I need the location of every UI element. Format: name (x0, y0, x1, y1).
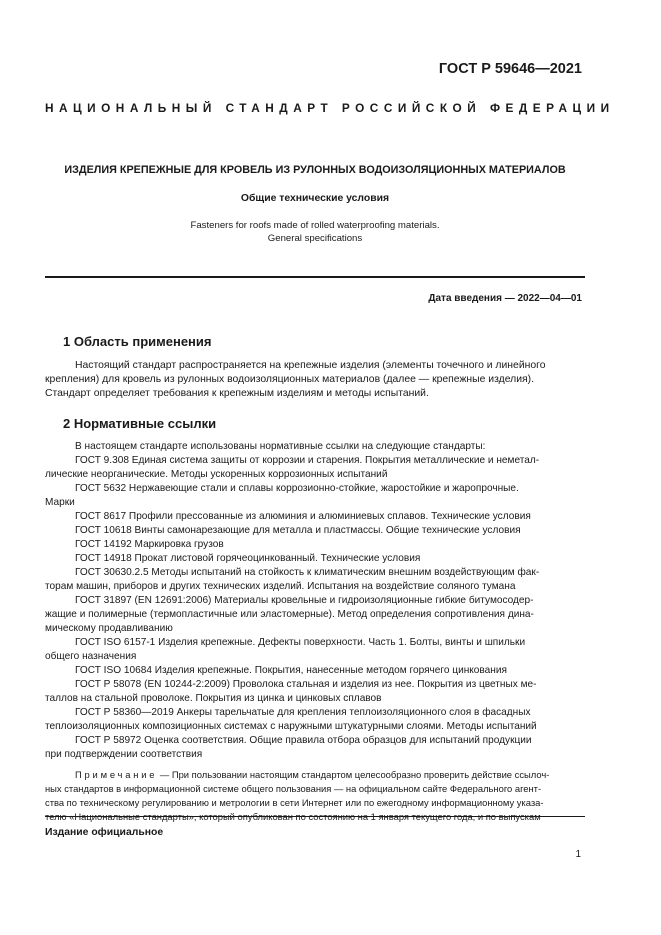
section-1-line: Настоящий стандарт распространяется на крепежные изделия (элементы точечного и линейного (75, 360, 546, 371)
section-1-line: крепления) для кровель из рулонных водоизоляционных материалов (далее — крепежные изделия). (45, 374, 534, 385)
note-line: ства по техническому регулированию и метрологии в сети Интернет или по ежегодному информационному указа- (45, 797, 544, 808)
document-subtitle: Общие технические условия (240, 193, 390, 204)
reference-line: ГОСТ 8617 Профили прессованные из алюминия и алюминиевых сплавов. Технические условия (75, 511, 531, 522)
reference-line: лические неорганические. Методы ускоренных коррозионных испытаний (45, 469, 388, 480)
reference-line: ГОСТ 9.308 Единая система защиты от коррозии и старения. Покрытия металлические и неметал- (75, 455, 540, 466)
section-1-line: Стандарт определяет требования к крепежным изделиям и методы испытаний. (45, 388, 429, 399)
reference-line: ГОСТ 31897 (EN 12691:2006) Материалы кровельные и гидроизоляционные гибкие битумосодер- (75, 595, 534, 606)
reference-line: теплоизоляционных композиционных системах с наружными штукатурными слоями. Методы испытаний (45, 721, 537, 732)
note-label: Примечание (75, 769, 158, 780)
note-line (45, 810, 585, 824)
introduction-date: Дата введения — 2022—04—01 (428, 293, 582, 304)
reference-line: торам машин, приборов и других технических изделий. Испытания на воздействие соляного тумана (45, 581, 516, 592)
english-title-line-2: General specifications (267, 233, 363, 244)
national-standard-banner: НАЦИОНАЛЬНЫЙ СТАНДАРТ РОССИЙСКОЙ ФЕДЕРАЦИИ (45, 101, 615, 115)
reference-line: ГОСТ 14918 Прокат листовой горячеоцинкованный. Технические условия (75, 553, 421, 564)
reference-line: ГОСТ ISO 6157-1 Изделия крепежные. Дефекты поверхности. Часть 1. Болты, винты и шпильки (75, 637, 526, 648)
reference-line: при подтверждении соответствия (45, 749, 203, 760)
reference-line: ГОСТ ISO 10684 Изделия крепежные. Покрытия, нанесенные методом горячего цинкования (75, 665, 507, 676)
section-2-heading: 2 Нормативные ссылки (63, 416, 217, 431)
footer-divider (45, 816, 585, 817)
note-first-line-text: — При пользовании настоящим стандартом целесообразно проверить действие ссылоч- (157, 769, 550, 780)
reference-line: ГОСТ Р 58078 (EN 10244-2:2009) Проволока стальная и изделия из нее. Покрытия из цветных ме- (75, 679, 537, 690)
title-divider (45, 276, 585, 278)
document-title: ИЗДЕЛИЯ КРЕПЕЖНЫЕ ДЛЯ КРОВЕЛЬ ИЗ РУЛОННЫХ ВОДОИЗОЛЯЦИОННЫХ МАТЕРИАЛОВ (64, 164, 566, 176)
note-first-line (45, 768, 585, 782)
section-1-heading: 1 Область применения (63, 334, 212, 349)
reference-line: ГОСТ Р 58972 Оценка соответствия. Общие правила отбора образцов для испытаний продукции (75, 735, 532, 746)
section-1-body (45, 359, 585, 401)
reference-line: ГОСТ 5632 Нержавеющие стали и сплавы коррозионно-стойкие, жаростойкие и жаропрочные. (75, 483, 519, 494)
document-number: ГОСТ Р 59646—2021 (438, 61, 582, 77)
note-line: ных стандартов в информационной системе общего пользования — на официальном сайте Федерального агент- (45, 783, 542, 794)
reference-line: жащие и полимерные (термопластичные или эластомерные). Метод определения сопротивления дина- (45, 609, 534, 620)
reference-line: мическому продавливанию (45, 623, 173, 634)
official-edition-label: Издание официальное (45, 827, 164, 838)
english-title-line-1: Fasteners for roofs made of rolled waterproofing materials. (190, 220, 440, 231)
reference-line: ГОСТ Р 58360—2019 Анкеры тарельчатые для крепления теплоизоляционного слоя в фасадных (75, 707, 531, 718)
reference-line: ГОСТ 10618 Винты самонарезающие для металла и пластмассы. Общие технические условия (75, 525, 521, 536)
reference-line: Марки (45, 497, 75, 508)
english-title (45, 219, 585, 245)
reference-line: В настоящем стандарте использованы нормативные ссылки на следующие стандарты: (75, 441, 486, 452)
reference-line: общего назначения (45, 651, 137, 662)
page-number: 1 (575, 849, 581, 860)
reference-line: ГОСТ 14192 Маркировка грузов (75, 539, 224, 550)
reference-line: ГОСТ 30630.2.5 Методы испытаний на стойкость к климатическим внешним воздействующим фак- (75, 567, 540, 578)
reference-line: таллов на стальной проволоке. Покрытия из цинка и цинковых сплавов (45, 693, 382, 704)
